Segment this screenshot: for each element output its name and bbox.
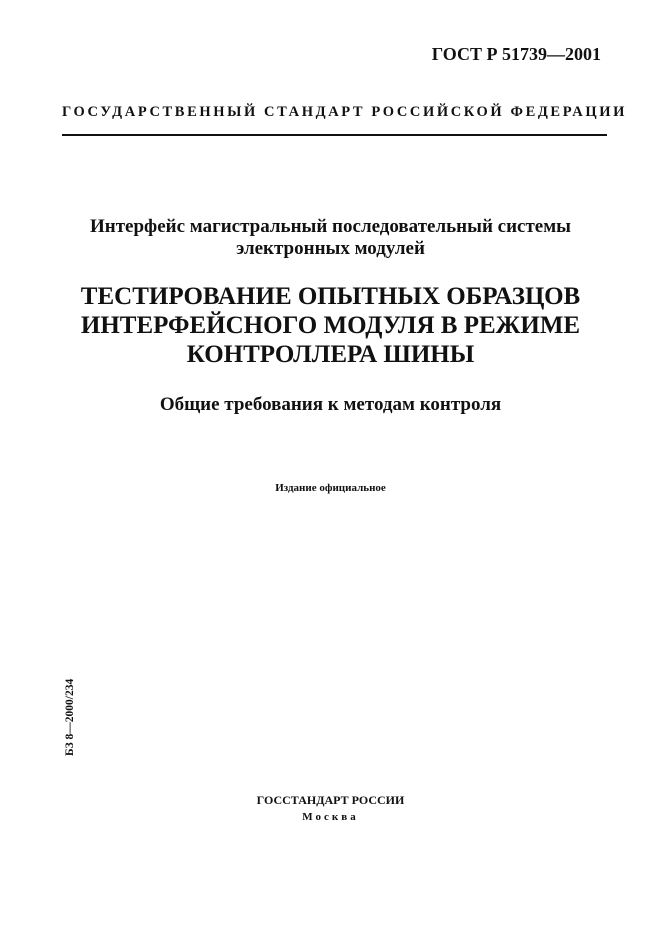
document-number: ГОСТ Р 51739—2001 [431,44,601,64]
subtitle [0,216,661,260]
main-title-line: КОНТРОЛЛЕРА ШИНЫ [186,341,475,368]
subtitle-line: электронных модулей [236,238,425,259]
state-standard-heading: ГОСУДАРСТВЕННЫЙ СТАНДАРТ РОССИЙСКОЙ ФЕДЕРАЦИИ [62,104,628,120]
header-rule [62,134,607,136]
edition-label: Издание официальное [275,482,386,494]
part-title: Общие требования к методам контроля [159,394,502,415]
subtitle-line: Интерфейс магистральный последовательный системы [89,216,571,237]
publisher: ГОССТАНДАРТ РОССИИ [256,793,405,807]
main-title-line: ИНТЕРФЕЙСНОГО МОДУЛЯ В РЕЖИМЕ [80,312,581,339]
main-title-line: ТЕСТИРОВАНИЕ ОПЫТНЫХ ОБРАЗЦОВ [80,283,581,310]
side-code: БЗ 8—2000/234 [64,678,76,756]
main-title [0,282,661,369]
publisher-city: Москва [302,811,359,823]
